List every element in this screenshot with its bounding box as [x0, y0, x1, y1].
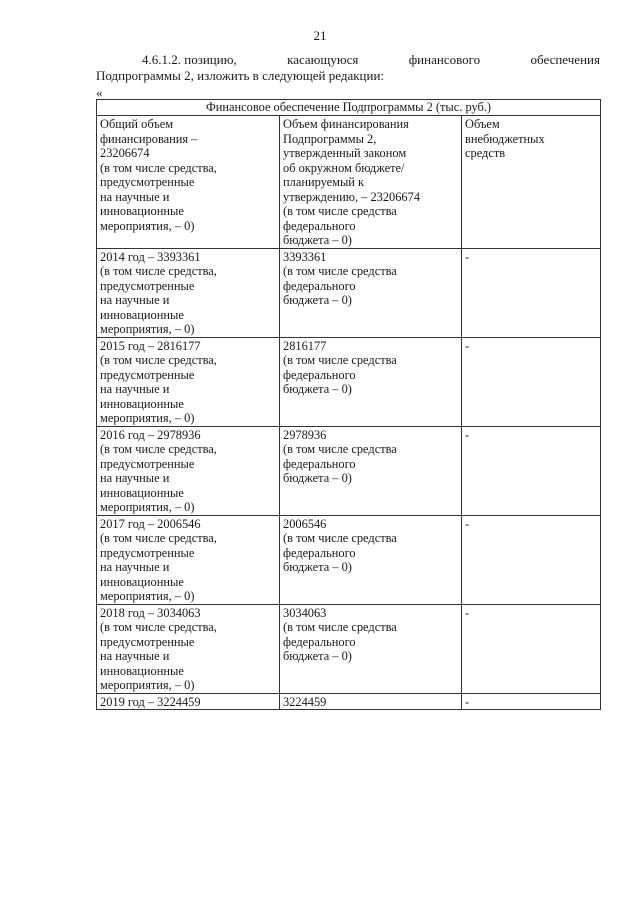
total-funding-cell [97, 337, 280, 426]
cell-line: бюджета – 0) [283, 471, 352, 485]
cell-line: 3393361 [283, 249, 327, 264]
cell-line: (в том числе средства, [100, 353, 217, 367]
cell-line: 2015 год – 2816177 [100, 338, 201, 353]
cell-line: на научные и [100, 471, 170, 485]
cell-line: внебюджетных [465, 131, 545, 146]
cell-line: (в том числе средства [283, 531, 397, 545]
cell-line: инновационные [100, 663, 184, 678]
cell-line: 2014 год – 3393361 [100, 249, 201, 264]
table-row [97, 426, 601, 515]
cell-line: бюджета – 0) [283, 649, 352, 663]
financing-table [96, 99, 601, 710]
cell-line: 2018 год – 3034063 [100, 605, 201, 620]
cell-line: федерального [283, 367, 356, 382]
cell-line: - [465, 605, 470, 620]
cell-line: бюджета – 0) [283, 293, 352, 307]
cell-line: - [465, 427, 470, 442]
cell-line: Общий объем [100, 117, 174, 131]
cell-line: предусмотренные [100, 634, 195, 649]
cell-line: утверждению, – 23206674 [283, 189, 421, 204]
extrabudgetary-cell [462, 604, 601, 693]
cell-line: мероприятия, – 0) [100, 678, 195, 692]
page-number: 21 [313, 28, 327, 43]
budget-funding-cell [280, 116, 462, 249]
intro-word: обеспечения [530, 52, 600, 67]
cell-line: инновационные [100, 574, 184, 589]
cell-line: планируемый к [283, 175, 365, 189]
table-header-row [97, 116, 601, 249]
cell-line: (в том числе средства [283, 264, 397, 278]
intro-line-2: Подпрограммы 2, изложить в следующей редакции: [96, 68, 385, 83]
cell-line: федерального [283, 545, 356, 560]
cell-line: (в том числе средства, [100, 442, 217, 456]
cell-line: бюджета – 0) [283, 560, 352, 574]
cell-line: - [465, 249, 470, 264]
cell-line: 2019 год – 3224459 [100, 694, 201, 709]
table-row [97, 248, 601, 337]
cell-line: федерального [283, 456, 356, 471]
cell-line: на научные и [100, 560, 170, 574]
cell-line: инновационные [100, 204, 184, 218]
cell-line: 3034063 [283, 605, 327, 620]
cell-line: мероприятия, – 0) [100, 500, 195, 514]
table-row [97, 515, 601, 604]
budget-funding-cell [280, 337, 462, 426]
cell-line: 2978936 [283, 427, 327, 442]
total-funding-cell [97, 693, 280, 710]
cell-line: бюджета – 0) [283, 233, 352, 247]
cell-line: мероприятия, – 0) [100, 589, 195, 603]
intro-word: 4.6.1.2. позицию, [142, 52, 237, 67]
cell-line: Объем финансирования [283, 117, 409, 131]
cell-line: мероприятия, – 0) [100, 411, 195, 425]
table-row [97, 693, 601, 710]
intro-line-1 [96, 52, 600, 68]
intro-word: касающуюся [287, 52, 359, 67]
cell-line: предусмотренные [100, 278, 195, 293]
cell-line: - [465, 338, 470, 353]
cell-line: федерального [283, 218, 356, 233]
cell-line: на научные и [100, 189, 170, 204]
total-funding-cell [97, 426, 280, 515]
cell-line: 2017 год – 2006546 [100, 516, 201, 531]
cell-line: федерального [283, 278, 356, 293]
cell-line: (в том числе средства [283, 204, 397, 218]
intro-paragraph [96, 52, 600, 84]
cell-line: 23206674 [100, 146, 150, 160]
cell-line: (в том числе средства, [100, 531, 217, 545]
cell-line: об окружном бюджете/ [283, 160, 405, 175]
cell-line: утвержденный законом [283, 146, 407, 160]
cell-line: на научные и [100, 649, 170, 663]
cell-line: (в том числе средства [283, 620, 397, 634]
table-caption-row [97, 100, 601, 116]
extrabudgetary-cell [462, 515, 601, 604]
cell-line: (в том числе средства, [100, 620, 217, 634]
cell-line: 2006546 [283, 516, 327, 531]
cell-line: федерального [283, 634, 356, 649]
cell-line: финансирования – [100, 131, 198, 146]
cell-line: бюджета – 0) [283, 382, 352, 396]
cell-line: (в том числе средства [283, 442, 397, 456]
extrabudgetary-cell [462, 248, 601, 337]
table-caption: Финансовое обеспечение Подпрограммы 2 (тыс. руб.) [97, 100, 601, 116]
budget-funding-cell [280, 248, 462, 337]
extrabudgetary-cell [462, 337, 601, 426]
budget-funding-cell [280, 693, 462, 710]
cell-line: предусмотренные [100, 175, 195, 189]
cell-line: (в том числе средства [283, 353, 397, 367]
opening-quote-mark: « [96, 85, 103, 100]
cell-line: средств [465, 146, 506, 160]
budget-funding-cell [280, 426, 462, 515]
cell-line: мероприятия, – 0) [100, 218, 195, 233]
cell-line: - [465, 516, 470, 531]
cell-line: Объем [465, 117, 500, 131]
total-funding-cell [97, 604, 280, 693]
cell-line: предусмотренные [100, 367, 195, 382]
cell-line: 2816177 [283, 338, 327, 353]
cell-line: на научные и [100, 382, 170, 396]
cell-line: инновационные [100, 307, 184, 322]
budget-funding-cell [280, 604, 462, 693]
cell-line: инновационные [100, 485, 184, 500]
cell-line: (в том числе средства, [100, 264, 217, 278]
table-row [97, 604, 601, 693]
extrabudgetary-cell [462, 693, 601, 710]
cell-line: Подпрограммы 2, [283, 131, 377, 146]
cell-line: на научные и [100, 293, 170, 307]
cell-line: предусмотренные [100, 545, 195, 560]
intro-word: финансового [408, 52, 481, 67]
cell-line: 2016 год – 2978936 [100, 427, 201, 442]
cell-line: предусмотренные [100, 456, 195, 471]
extrabudgetary-cell [462, 426, 601, 515]
cell-line: мероприятия, – 0) [100, 322, 195, 336]
extrabudgetary-cell [462, 116, 601, 249]
total-funding-cell [97, 248, 280, 337]
total-funding-cell [97, 116, 280, 249]
cell-line: инновационные [100, 396, 184, 411]
cell-line: - [465, 694, 470, 709]
table-row [97, 337, 601, 426]
total-funding-cell [97, 515, 280, 604]
cell-line: 3224459 [283, 694, 327, 709]
cell-line: (в том числе средства, [100, 160, 217, 175]
budget-funding-cell [280, 515, 462, 604]
